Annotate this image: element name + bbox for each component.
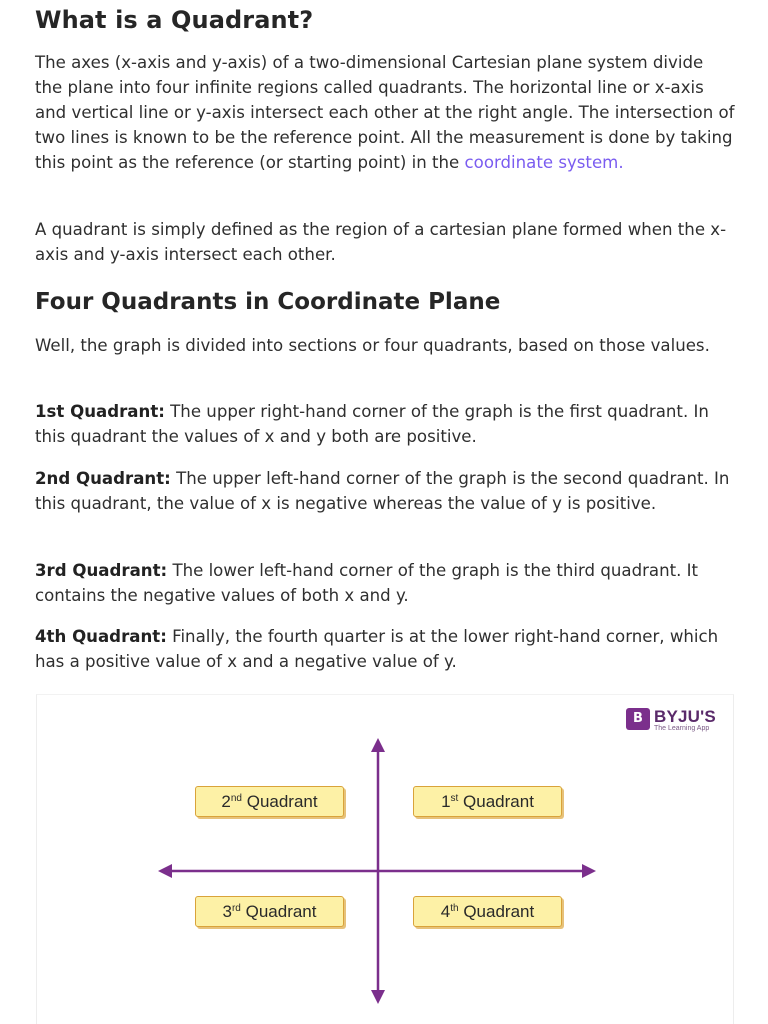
quadrant-3-box — [195, 896, 344, 927]
section-intro: Well, the graph is divided into sections or four quadrants, based on those values. — [35, 336, 710, 355]
x-axis-right-arrow-icon — [582, 864, 596, 878]
definition-paragraph: A quadrant is simply defined as the region of a cartesian plane formed when the x-axis and y-axis intersect each other. — [35, 220, 727, 264]
quadrant-2-label: 2nd Quadrant: — [35, 469, 171, 488]
quadrant-4-label: 4th Quadrant: — [35, 627, 167, 646]
quadrant-4-word: Quadrant — [463, 902, 535, 921]
quadrant-1-label: 1st Quadrant: — [35, 402, 165, 421]
section-heading: Four Quadrants in Coordinate Plane — [35, 289, 501, 315]
logo-mark-icon: B — [626, 708, 650, 730]
quadrant-4-suffix: th — [450, 903, 459, 914]
quadrant-1-text: The upper right-hand corner of the graph is the first quadrant. In this quadrant the values of x and y both are positive. — [35, 402, 709, 446]
y-axis-up-arrow-icon — [371, 738, 385, 752]
quadrant-3-text: The lower left-hand corner of the graph is the third quadrant. It contains the negative values of both x and y. — [35, 561, 699, 605]
quadrant-2-number: 2 — [221, 792, 231, 811]
intro-text: The axes (x-axis and y-axis) of a two-dimensional Cartesian plane system divide the plane into four infinite regions called quadrants. The horizontal line or x-axis and vertical line or y-axis intersect each other at the right angle. The intersection of two lines is known to be the reference point. All the measurement is done by taking this point as the reference (or starting point) in the — [35, 53, 735, 172]
quadrant-4-number: 4 — [440, 902, 451, 921]
quadrant-3-label: 3rd Quadrant: — [35, 561, 168, 580]
quadrant-1-suffix: st — [450, 793, 459, 804]
quadrant-2-text: The upper left-hand corner of the graph is the second quadrant. In this quadrant, the value of x is negative whereas the value of y is positive. — [35, 469, 730, 513]
quadrant-4-text: Finally, the fourth quarter is at the lower right-hand corner, which has a positive value of x and a negative value of y. — [35, 627, 719, 671]
quadrant-1-number: 1 — [441, 792, 451, 811]
quadrant-1-box — [413, 786, 562, 817]
y-axis-down-arrow-icon — [371, 990, 385, 1004]
logo-name: BYJU'S — [654, 707, 716, 726]
quadrant-1-word: Quadrant — [463, 792, 534, 811]
quadrant-2-box — [195, 786, 344, 817]
x-axis-left-arrow-icon — [158, 864, 172, 878]
quadrant-3-number: 3 — [222, 902, 232, 921]
logo-tagline: The Learning App — [654, 725, 710, 732]
quadrant-3-suffix: rd — [231, 903, 241, 914]
quadrant-2-suffix: nd — [230, 793, 242, 804]
quadrant-2-word: Quadrant — [246, 792, 318, 811]
page-title: What is a Quadrant? — [35, 6, 314, 34]
quadrant-4-box — [413, 896, 562, 927]
quadrant-3-word: Quadrant — [245, 902, 317, 921]
coordinate-system-link[interactable]: coordinate system. — [464, 153, 624, 172]
